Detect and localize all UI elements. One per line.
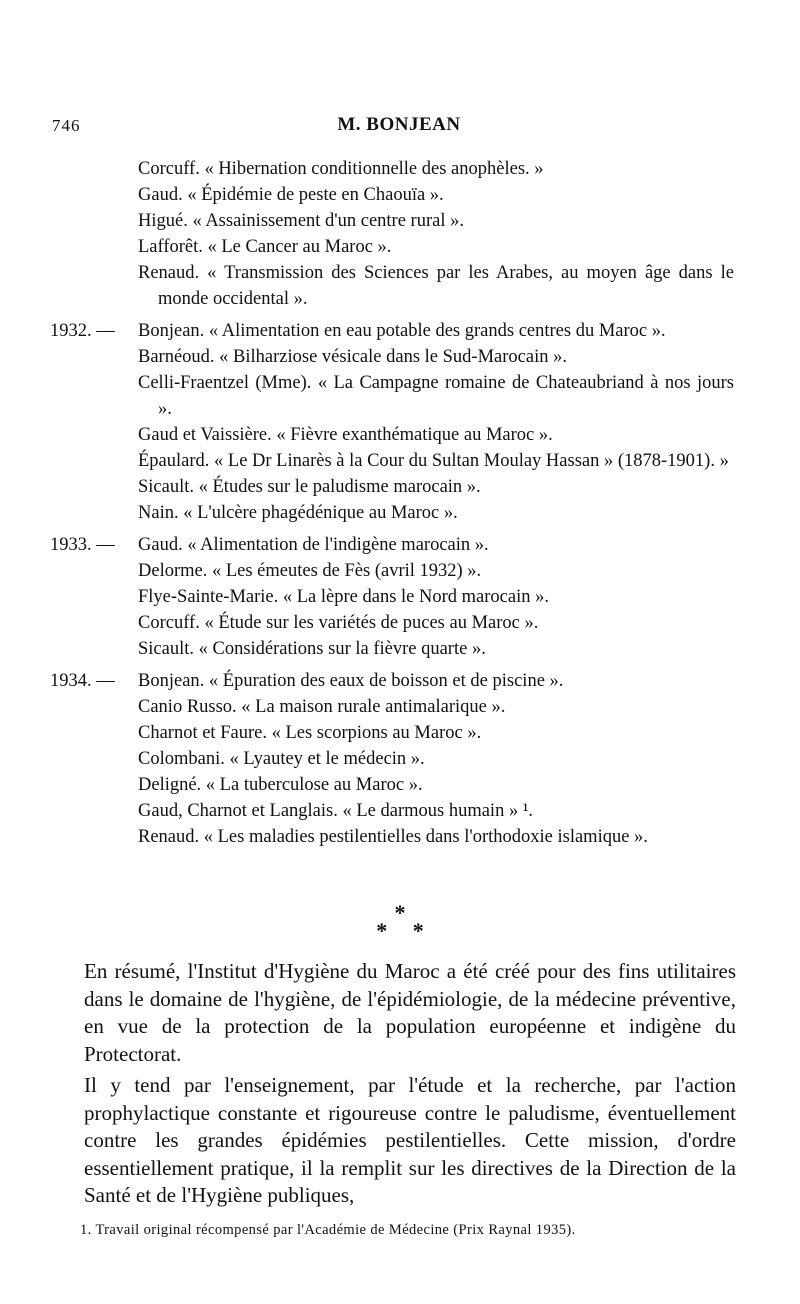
list-item: Bonjean. « Épuration des eaux de boisson et de piscine ».: [138, 671, 564, 691]
author-heading: M. BONJEAN: [337, 114, 461, 135]
year-label: 1933. —: [50, 535, 115, 555]
year-label: 1932. —: [50, 321, 115, 341]
list-item: Gaud. « Alimentation de l'indigène marocain ».: [138, 535, 489, 555]
list-item: Sicault. « Études sur le paludisme marocain ».: [138, 477, 481, 497]
list-item: Épaulard. « Le Dr Linarès à la Cour du Sultan Moulay Hassan » (1878-1901). »: [138, 451, 729, 471]
list-item: Colombani. « Lyautey et le médecin ».: [138, 749, 425, 769]
list-item: Barnéoud. « Bilharziose vésicale dans le Sud-Marocain ».: [138, 347, 567, 367]
list-item: Renaud. « Transmission des Sciences par les Arabes, au moyen âge dans le monde occidental ».: [138, 263, 734, 309]
list-item: Delorme. « Les émeutes de Fès (avril 1932) ».: [138, 561, 482, 581]
list-item: Flye-Sainte-Marie. « La lèpre dans le Nord marocain ».: [138, 587, 549, 607]
list-item: Nain. « L'ulcère phagédénique au Maroc ».: [138, 503, 458, 523]
list-item: Corcuff. « Hibernation conditionnelle des anophèles. »: [138, 159, 544, 179]
list-item: Sicault. « Considérations sur la fièvre quarte ».: [138, 639, 486, 659]
list-item: Charnot et Faure. « Les scorpions au Maroc ».: [138, 723, 482, 743]
list-item: Canio Russo. « La maison rurale antimalarique ».: [138, 697, 506, 717]
paragraph: Il y tend par l'enseignement, par l'étude et la recherche, par l'action prophylactique constante et rigoureuse contre le paludisme, éventuellement contre les grandes épidémies pestilentielles. Cette mission, d'ordre essentiellement pratique, il la remplit sur les directives de la Direction de la Santé et de l'Hygiène publiques,: [84, 1073, 736, 1207]
asterisk-top: *: [394, 900, 406, 925]
asterisk-bottom: * *: [376, 918, 434, 943]
year-label: 1934. —: [50, 671, 115, 691]
list-item: Celli-Fraentzel (Mme). « La Campagne romaine de Chateaubriand à nos jours ».: [138, 373, 734, 419]
footnote: 1. Travail original récompensé par l'Académie de Médecine (Prix Raynal 1935).: [80, 1222, 576, 1238]
list-item: Renaud. « Les maladies pestilentielles dans l'orthodoxie islamique ».: [138, 827, 648, 847]
list-item: Gaud et Vaissière. « Fièvre exanthématique au Maroc ».: [138, 425, 553, 445]
list-item: Gaud. « Épidémie de peste en Chaouïa ».: [138, 185, 444, 205]
bibliography-list: [0, 156, 800, 850]
year-block-1934: [0, 668, 800, 850]
running-head: [44, 114, 754, 142]
year-block-1932: [0, 318, 800, 526]
page-number: 746: [52, 116, 81, 135]
summary-text: [84, 958, 736, 1210]
year-block-1933: [0, 532, 800, 662]
list-item: Bonjean. « Alimentation en eau potable des grands centres du Maroc ».: [138, 321, 666, 341]
list-item: Deligné. « La tuberculose au Maroc ».: [138, 775, 423, 795]
list-item: Higué. « Assainissement d'un centre rural ».: [138, 211, 464, 231]
section-separator: [0, 900, 800, 943]
list-item: Gaud, Charnot et Langlais. « Le darmous humain » ¹.: [138, 801, 533, 821]
list-item: Corcuff. « Étude sur les variétés de puces au Maroc ».: [138, 613, 539, 633]
list-item: Lafforêt. « Le Cancer au Maroc ».: [138, 237, 392, 257]
paragraph: En résumé, l'Institut d'Hygiène du Maroc a été créé pour des fins utilitaires dans le domaine de l'hygiène, de l'épidémiologie, de la médecine préventive, en vue de la protection de la population européenne et indigène du Protectorat.: [84, 959, 736, 1066]
